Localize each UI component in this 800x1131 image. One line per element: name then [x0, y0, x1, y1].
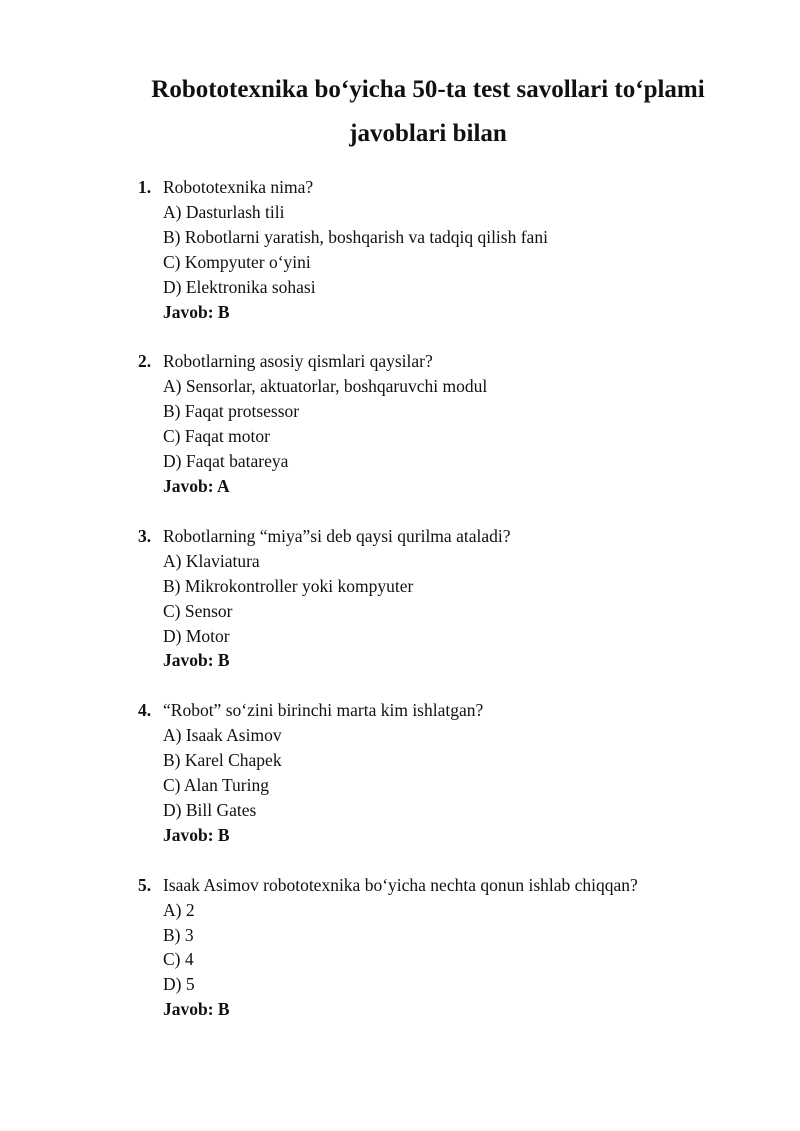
correct-answer: Javob: B [163, 650, 230, 671]
answer-options [163, 549, 800, 649]
question-item [0, 175, 800, 324]
question-text: Isaak Asimov robototexnika bo‘yicha nechta qonun ishlab chiqqan? [163, 874, 638, 895]
option-d: D) Bill Gates [163, 799, 257, 820]
option-d: D) Elektronika sohasi [163, 276, 316, 297]
question-text: Robotlarning “miya”si deb qaysi qurilma ataladi? [163, 525, 511, 546]
question-text: “Robot” so‘zini birinchi marta kim ishlatgan? [163, 700, 484, 721]
option-a: A) Isaak Asimov [163, 725, 282, 746]
option-c: C) 4 [163, 949, 194, 970]
option-a: A) 2 [163, 899, 195, 920]
option-b: B) Faqat protsessor [163, 401, 300, 422]
option-a: A) Sensorlar, aktuatorlar, boshqaruvchi modul [163, 376, 488, 397]
option-d: D) 5 [163, 974, 195, 995]
option-d: D) Faqat batareya [163, 451, 289, 472]
question-text: Robototexnika nima? [163, 177, 314, 197]
option-a: A) Dasturlash tili [163, 201, 285, 222]
question-item [0, 349, 800, 498]
option-a: A) Klaviatura [163, 550, 260, 571]
option-b: B) Robotlarni yaratish, boshqarish va tadqiq qilish fani [163, 226, 548, 247]
option-b: B) 3 [163, 924, 194, 945]
answer-options [163, 200, 800, 300]
question-list [0, 175, 800, 1047]
question-number: 5. [138, 874, 152, 895]
correct-answer: Javob: B [163, 999, 230, 1020]
question-number: 2. [138, 351, 152, 372]
correct-answer: Javob: A [163, 475, 230, 496]
title-line-2: javoblari bilan [349, 120, 507, 147]
answer-options [163, 374, 800, 474]
question-number: 3. [138, 525, 152, 546]
question-number: 4. [138, 700, 152, 721]
option-d: D) Motor [163, 625, 230, 646]
answer-options [163, 723, 800, 823]
question-text: Robotlarning asosiy qismlari qaysilar? [163, 351, 433, 372]
question-number: 1. [138, 177, 152, 197]
option-c: C) Kompyuter o‘yini [163, 251, 311, 272]
option-b: B) Karel Chapek [163, 750, 282, 771]
question-item [0, 873, 800, 1022]
answer-options [163, 898, 800, 998]
option-c: C) Faqat motor [163, 426, 270, 447]
question-item [0, 524, 800, 673]
correct-answer: Javob: B [163, 301, 230, 322]
option-b: B) Mikrokontroller yoki kompyuter [163, 575, 414, 596]
correct-answer: Javob: B [163, 824, 230, 845]
option-c: C) Alan Turing [163, 775, 269, 796]
title-line-1: Robototexnika bo‘yicha 50-ta test savollari to‘plami [151, 76, 705, 103]
document-title [0, 70, 800, 154]
question-item [0, 698, 800, 847]
option-c: C) Sensor [163, 600, 233, 621]
